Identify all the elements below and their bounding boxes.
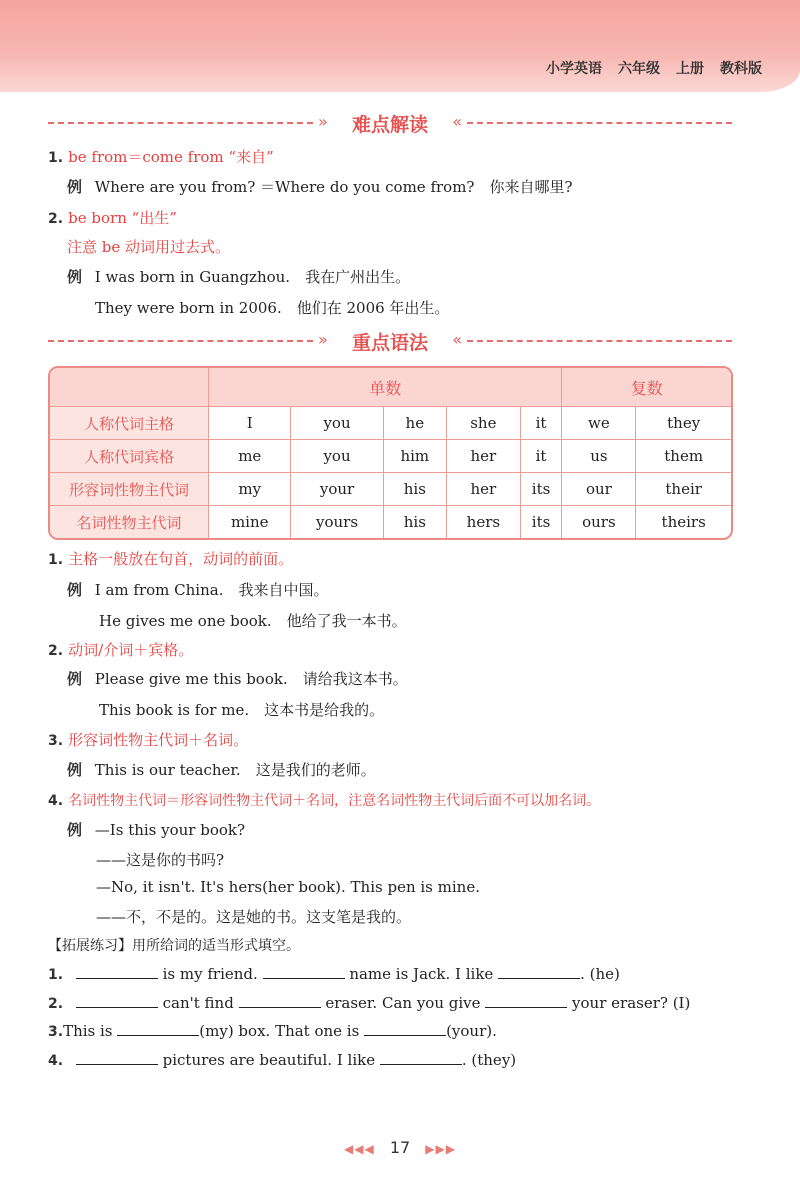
example-line: 例 I was born in Guangzhou. 我在广州出生。 [67, 268, 411, 286]
answer-blank[interactable] [239, 993, 321, 1008]
section-difficulty-heading [48, 110, 732, 136]
table-row [50, 440, 731, 473]
table-cell: he [384, 407, 448, 440]
answer-blank[interactable] [76, 964, 158, 979]
table-cell: its [521, 506, 563, 538]
header-volume: 上册 [676, 61, 704, 77]
row-label: 人称代词主格 [50, 407, 209, 440]
answer-blank[interactable] [380, 1050, 462, 1065]
table-cell: them [636, 440, 731, 473]
rule-2: 2. 动词/介词＋宾格。 [48, 641, 194, 659]
point-2-text: be born “出生” [68, 209, 177, 227]
point-1: 1. be from＝come from “来自” [48, 148, 274, 166]
rule-4: 4. 名词性物主代词＝形容词性物主代词＋名词，注意名词性物主代词后面不可以加名词。 [48, 793, 601, 809]
rule-1: 1. 主格一般放在句首，动词的前面。 [48, 550, 294, 568]
header-band [0, 0, 800, 92]
answer-blank[interactable] [76, 1050, 158, 1065]
practice-item-2: 2. can't find eraser. Can you give your eraser? (I) [48, 994, 691, 1012]
table-cell: her [447, 473, 521, 506]
table-cell: it [521, 407, 563, 440]
answer-blank[interactable] [498, 964, 580, 979]
answer-blank[interactable] [76, 993, 158, 1008]
double-chevron-right-icon: » [318, 330, 328, 349]
answer-blank[interactable] [364, 1021, 446, 1036]
triangle-right-icon: ▶▶▶ [425, 1142, 456, 1156]
example-line: This book is for me. 这本书是给我的。 [99, 701, 385, 719]
practice-item-1: 1. is my friend. name is Jack. I like . (he) [48, 965, 620, 983]
table-cell: our [562, 473, 636, 506]
table-cell: you [291, 407, 383, 440]
example-line: They were born in 2006. 他们在 2006 年出生。 [95, 299, 450, 317]
table-cell: hers [447, 506, 521, 538]
table-cell: mine [209, 506, 291, 538]
page-footer [0, 1138, 800, 1157]
table-cell: his [384, 506, 448, 538]
table-row [50, 407, 731, 440]
double-chevron-left-icon: « [452, 330, 462, 349]
table-cell: theirs [661, 513, 706, 531]
section-title: 难点解读 [351, 114, 428, 136]
table-row [50, 506, 731, 538]
table-row [50, 473, 731, 506]
example-line: 例 Please give me this book. 请给我这本书。 [67, 670, 408, 688]
point-2: 2. be born “出生” [48, 209, 177, 227]
double-chevron-right-icon: » [318, 112, 328, 131]
header-subject: 小学英语 [546, 61, 602, 77]
table-cell: its [521, 473, 563, 506]
table-cell: his [384, 473, 448, 506]
section-grammar-heading [48, 328, 732, 354]
example-line: 例 This is our teacher. 这是我们的老师。 [67, 761, 376, 779]
answer-blank[interactable] [485, 993, 567, 1008]
example-line: ——这是你的书吗? [96, 851, 225, 869]
example-line: He gives me one book. 他给了我一本书。 [99, 612, 407, 630]
table-cell: me [209, 440, 291, 473]
table-cell: us [562, 440, 636, 473]
point-2-note: 注意 be 动词用过去式。 [67, 238, 231, 256]
point-1-text: be from＝come from “来自” [68, 148, 274, 166]
example-line: 例 I am from China. 我来自中国。 [67, 581, 329, 599]
section-title: 重点语法 [351, 332, 428, 354]
table-cell: they [636, 407, 731, 440]
row-label: 人称代词宾格 [50, 440, 209, 473]
table-cell: yours [291, 506, 383, 538]
table-cell: she [447, 407, 521, 440]
table-cell: ours [562, 506, 636, 538]
table-corner [50, 368, 209, 407]
table-cell: their [636, 473, 731, 506]
table-cell: my [209, 473, 291, 506]
rule-3: 3. 形容词性物主代词＋名词。 [48, 731, 249, 749]
table-cell: her [447, 440, 521, 473]
table-header-row [50, 368, 731, 407]
header-singular: 单数 [209, 368, 562, 407]
page-number: 17 [389, 1138, 411, 1157]
example-line: —No, it isn't. It's hers(her book). This pen is mine. [96, 878, 480, 896]
example-line: ——不，不是的。这是她的书。这支笔是我的。 [96, 908, 412, 926]
table-cell: him [384, 440, 448, 473]
row-label: 名词性物主代词 [50, 506, 209, 538]
pronoun-table [48, 366, 733, 540]
example-line: 例 —Is this your book? [67, 821, 246, 839]
table-cell: your [291, 473, 383, 506]
practice-item-3: 3.This is (my) box. That one is (your). [48, 1022, 497, 1040]
practice-item-4: 4. pictures are beautiful. I like . (they) [48, 1051, 517, 1069]
header-grade: 六年级 [618, 61, 660, 77]
practice-heading: 【拓展练习】用所给词的适当形式填空。 [48, 938, 300, 954]
answer-blank[interactable] [263, 964, 345, 979]
table-cell: it [521, 440, 563, 473]
table-cell: you [291, 440, 383, 473]
table-cell: we [562, 407, 636, 440]
example-line: 例 Where are you from? ＝Where do you come from? 你来自哪里? [67, 178, 573, 196]
header-edition: 教科版 [720, 61, 762, 77]
triangle-left-icon: ◀◀◀ [344, 1142, 375, 1156]
header-meta [546, 58, 762, 78]
answer-blank[interactable] [117, 1021, 199, 1036]
header-plural: 复数 [562, 368, 731, 407]
row-label: 形容词性物主代词 [50, 473, 209, 506]
double-chevron-left-icon: « [452, 112, 462, 131]
table-cell: I [209, 407, 291, 440]
